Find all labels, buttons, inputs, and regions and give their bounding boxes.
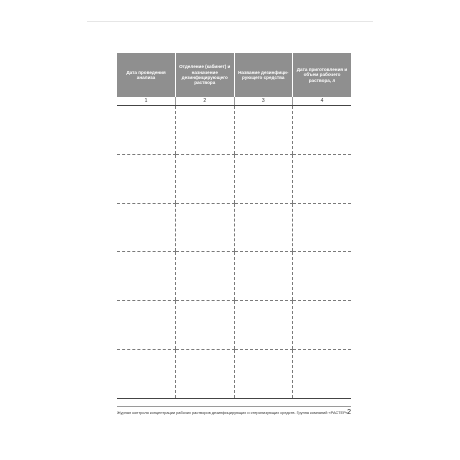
table-cell[interactable]	[234, 350, 293, 399]
header-analysis-date: Дата проведения анализа	[117, 53, 176, 97]
column-number: 3	[234, 97, 293, 106]
table-cell[interactable]	[117, 252, 176, 301]
footer-text: Журнал контроля концентрации рабочих растворов дезинфицирующих и стерилизующих средств. Группа компаний «РАСТЕР»	[117, 410, 348, 415]
table-row	[117, 252, 351, 301]
table-cell[interactable]	[176, 106, 235, 155]
column-number: 2	[176, 97, 235, 106]
journal-page	[117, 53, 351, 399]
table-row	[117, 203, 351, 252]
log-table	[117, 53, 351, 399]
header-department-purpose: Отделение (кабинет) и назначение дезинфицирующего раствора	[176, 53, 235, 97]
table-cell[interactable]	[234, 203, 293, 252]
table-row	[117, 154, 351, 203]
table-row	[117, 301, 351, 350]
table-cell[interactable]	[234, 301, 293, 350]
table-cell[interactable]	[176, 203, 235, 252]
table-cell[interactable]	[117, 350, 176, 399]
top-divider	[87, 21, 373, 22]
footer-divider	[117, 406, 351, 407]
header-disinfectant-name: Название дезинфици-рующего средства	[234, 53, 293, 97]
table-row	[117, 106, 351, 155]
table-cell[interactable]	[234, 252, 293, 301]
column-number: 4	[293, 97, 352, 106]
table-cell[interactable]	[176, 154, 235, 203]
table-cell[interactable]	[117, 154, 176, 203]
table-cell[interactable]	[176, 301, 235, 350]
table-cell[interactable]	[293, 301, 352, 350]
table-row	[117, 350, 351, 399]
table-cell[interactable]	[293, 252, 352, 301]
table-cell[interactable]	[176, 350, 235, 399]
page-number: 2	[347, 409, 351, 416]
table-cell[interactable]	[234, 106, 293, 155]
table-cell[interactable]	[117, 106, 176, 155]
table-cell[interactable]	[117, 301, 176, 350]
column-number: 1	[117, 97, 176, 106]
header-row	[117, 53, 351, 97]
table-cell[interactable]	[293, 106, 352, 155]
page-footer	[117, 409, 351, 419]
column-number-row	[117, 97, 351, 106]
table-cell[interactable]	[176, 252, 235, 301]
table-cell[interactable]	[234, 154, 293, 203]
table-cell[interactable]	[293, 203, 352, 252]
table-cell[interactable]	[293, 154, 352, 203]
table-cell[interactable]	[293, 350, 352, 399]
header-preparation-date-volume: Дата приготовления и объем рабочего раствора, л	[293, 53, 352, 97]
table-cell[interactable]	[117, 203, 176, 252]
